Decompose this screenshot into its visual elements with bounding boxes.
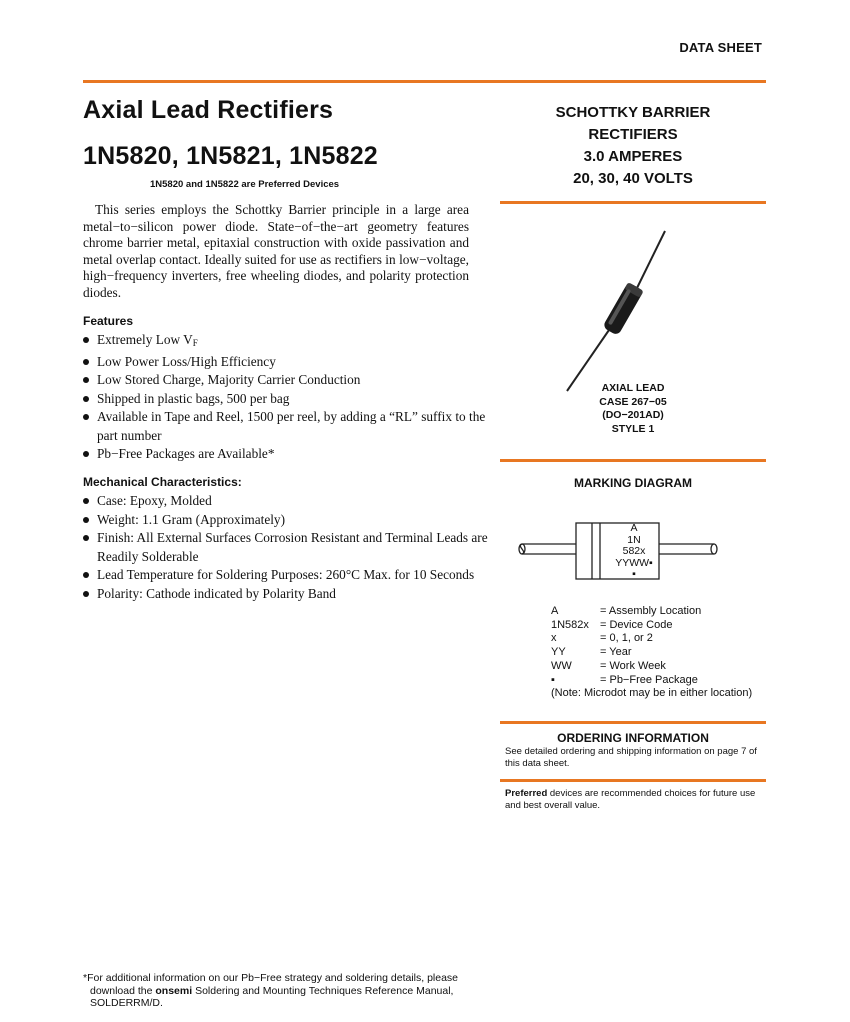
feature-vf-text: Extremely Low V: [97, 332, 193, 347]
ordering-heading: ORDERING INFORMATION: [557, 731, 709, 745]
axial-diode-image: [555, 226, 715, 396]
legend-row: [551, 674, 752, 688]
footnote-text: Soldering and Mounting Techniques Reference Manual,: [192, 984, 454, 997]
legend-note: (Note: Microdot may be in either location): [551, 687, 753, 700]
legend-value: = Device Code: [600, 618, 673, 631]
product-line: RECTIFIERS: [588, 126, 678, 143]
legend-key: 1N582x: [551, 618, 589, 631]
footnote-line: *For additional information on our Pb−Free strategy and soldering details, please: [83, 972, 459, 984]
legend-value: = Work Week: [600, 659, 666, 672]
footnote-line: [83, 985, 478, 998]
preferred-rest: devices are recommended choices for future use and best overall value.: [505, 788, 756, 811]
legend-key: A: [551, 605, 559, 617]
marking-legend: [551, 605, 752, 701]
legend-value: = 0, 1, or 2: [600, 632, 653, 645]
feature-item: Shipped in plastic bags, 500 per bag: [83, 390, 488, 409]
divider: [500, 779, 766, 782]
onsemi-brand: onsemi: [155, 984, 193, 997]
package-info: [500, 382, 766, 436]
footnote-text: download the: [90, 984, 156, 997]
marking-line: ▪: [632, 568, 636, 580]
package-line: AXIAL LEAD: [601, 382, 665, 394]
package-line: CASE 267−05: [599, 395, 667, 408]
mechanical-item: Lead Temperature for Soldering Purposes: 260°C Max. for 10 Seconds: [83, 566, 488, 585]
marking-line: YYWW▪: [615, 556, 653, 569]
mechanical-item: Case: Epoxy, Molded: [83, 492, 488, 511]
legend-row: [551, 632, 752, 646]
marking-line: A: [630, 522, 638, 534]
part-numbers-title: 1N5820, 1N5821, 1N5822: [83, 142, 378, 170]
legend-key: x: [551, 632, 557, 645]
product-summary: [500, 102, 766, 190]
legend-key: YY: [551, 646, 566, 659]
legend-value: = Year: [600, 646, 632, 659]
mechanical-item: Polarity: Cathode indicated by Polarity Band: [83, 585, 488, 604]
feature-item: Low Power Loss/High Efficiency: [83, 353, 488, 372]
legend-row: [551, 660, 752, 674]
feature-item: Low Stored Charge, Majority Carrier Conduction: [83, 371, 488, 390]
footnote-line: SOLDERRM/D.: [90, 997, 163, 1009]
mechanical-heading: Mechanical Characteristics:: [83, 475, 242, 489]
marking-text: [610, 523, 658, 581]
feature-item: Available in Tape and Reel, 1500 per reel, by adding a “RL” suffix to the part number: [83, 408, 488, 445]
legend-key: ▪: [551, 673, 555, 686]
intro-paragraph: This series employs the Schottky Barrier principle in a large area metal−to−silicon power diode. State−of−the−art geometry features chrome barrier metal, epitaxial construction with oxide passivation and metal overlap contact. Ideally suited for use as rectifiers in low−voltage, high−frequency inverters, free wheeling diodes, and polarity protection diodes.: [83, 202, 469, 300]
divider: [500, 201, 766, 204]
legend-key: WW: [551, 659, 572, 672]
product-line: 20, 30, 40 VOLTS: [573, 170, 693, 187]
preferred-devices-text: [505, 788, 765, 812]
product-line: 3.0 AMPERES: [583, 148, 683, 165]
marking-diagram-heading: MARKING DIAGRAM: [574, 476, 692, 490]
ordering-text: See detailed ordering and shipping information on page 7 of this data sheet.: [505, 746, 757, 769]
feature-item: [83, 331, 488, 353]
features-heading: Features: [83, 314, 134, 328]
top-divider: [83, 80, 766, 83]
product-line: SCHOTTKY BARRIER: [555, 104, 711, 121]
legend-value: = Assembly Location: [600, 605, 702, 617]
legend-row: [551, 646, 752, 660]
mechanical-item: Finish: All External Surfaces Corrosion Resistant and Terminal Leads are Readily Solderable: [83, 529, 488, 566]
legend-value: = Pb−Free Package: [600, 673, 698, 686]
footnote: [83, 972, 478, 1010]
legend-row: [551, 605, 752, 619]
data-sheet-label: DATA SHEET: [679, 40, 762, 55]
divider: [500, 459, 766, 462]
feature-item: Pb−Free Packages are Available*: [83, 445, 488, 464]
page-title: Axial Lead Rectifiers: [83, 96, 334, 124]
mechanical-item: Weight: 1.1 Gram (Approximately): [83, 511, 488, 530]
feature-vf-subscript: F: [192, 338, 198, 348]
preferred-bold: Preferred: [505, 788, 548, 799]
preferred-devices-note: 1N5820 and 1N5822 are Preferred Devices: [150, 179, 340, 190]
marking-line: 1N: [627, 533, 641, 546]
legend-row: [551, 619, 752, 633]
mechanical-list: [83, 492, 488, 603]
marking-line: 582x: [622, 545, 646, 557]
features-list: [83, 331, 488, 464]
package-line: STYLE 1: [611, 422, 655, 435]
divider: [500, 721, 766, 724]
package-line: (DO−201AD): [602, 409, 664, 421]
